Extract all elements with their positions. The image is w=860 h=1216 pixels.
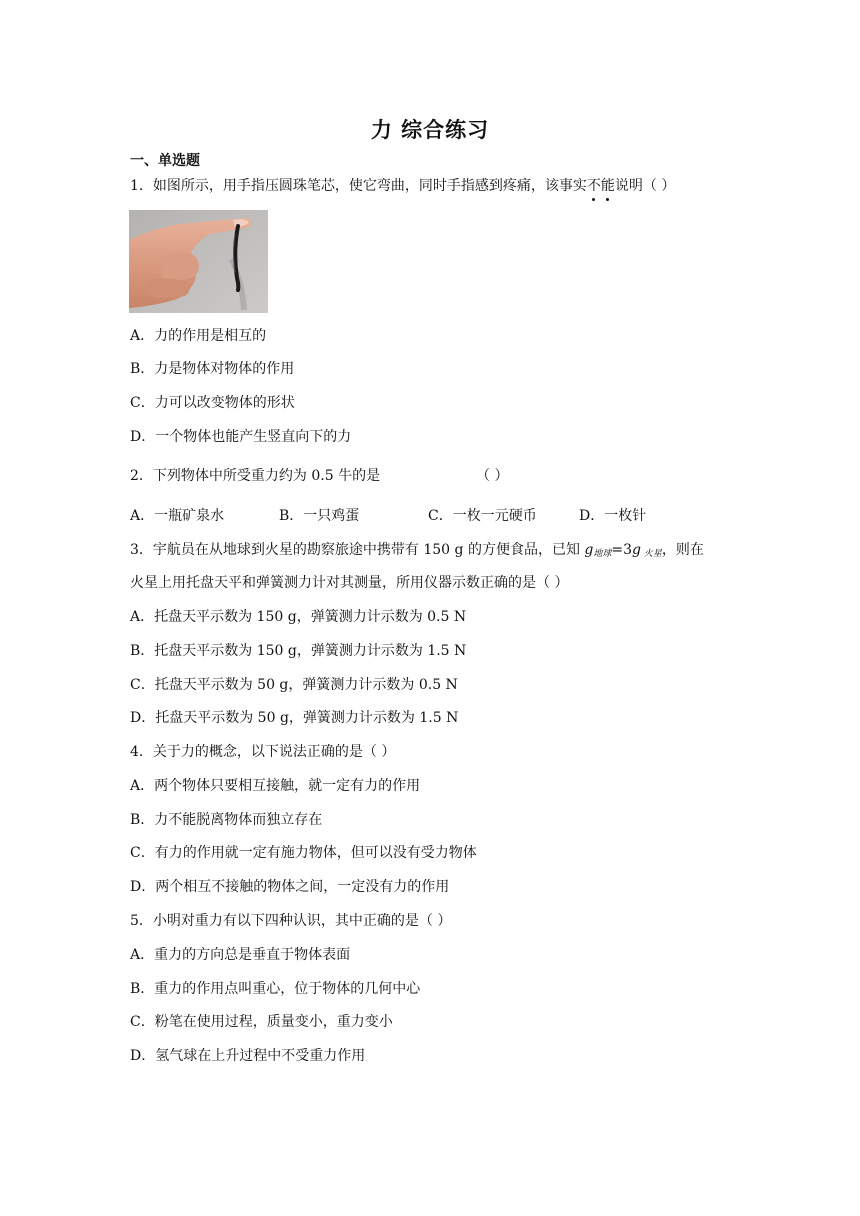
question-1-option-a[interactable]: A．力的作用是相互的	[130, 328, 267, 344]
question-4-option-c[interactable]: C．有力的作用就一定有施力物体，但可以没有受力物体	[130, 845, 477, 861]
formula-sub: 地球	[593, 549, 612, 559]
question-3-stem	[130, 540, 704, 564]
question-5-stem: 5．小明对重力有以下四种认识，其中正确的是（ ）	[130, 913, 452, 929]
question-3-option-a[interactable]: A．托盘天平示数为 150 g，弹簧测力计示数为 0.5 N	[130, 609, 467, 625]
question-1-image	[129, 210, 268, 313]
question-3-option-d[interactable]: D．托盘天平示数为 50 g，弹簧测力计示数为 1.5 N	[130, 710, 459, 726]
question-1-option-c[interactable]: C．力可以改变物体的形状	[130, 395, 295, 411]
question-1-text: 1．如图所示，用手指压圆珠笔芯，使它弯曲，同时手指感到疼痛，该事实	[130, 178, 587, 194]
question-4-option-a[interactable]: A．两个物体只要相互接触，就一定有力的作用	[130, 778, 421, 794]
question-2-option-d[interactable]: D．一枚针	[579, 508, 647, 524]
question-2-stem	[130, 466, 509, 486]
question-2-paren: （ ）	[476, 468, 509, 484]
question-1-option-d[interactable]: D．一个物体也能产生竖直向下的力	[130, 429, 352, 445]
emphasis-char: 不	[586, 178, 601, 194]
formula-sub: 火星	[640, 549, 662, 559]
emphasis-char: 能	[600, 178, 615, 194]
question-1-stem	[130, 176, 675, 196]
question-3-option-b[interactable]: B．托盘天平示数为 150 g，弹簧测力计示数为 1.5 N	[130, 643, 467, 659]
question-2-option-c[interactable]: C．一枚一元硬币	[428, 508, 537, 524]
formula-g: g	[632, 542, 641, 558]
question-5-option-d[interactable]: D．氢气球在上升过程中不受重力作用	[130, 1048, 366, 1064]
page-title: 力 综合练习	[370, 118, 490, 142]
question-4-option-b[interactable]: B．力不能脱离物体而独立存在	[130, 812, 323, 828]
question-3-text-tail: ，则在	[661, 542, 704, 558]
question-3-option-c[interactable]: C．托盘天平示数为 50 g，弹簧测力计示数为 0.5 N	[130, 677, 458, 693]
question-2-option-b[interactable]: B．一只鸡蛋	[279, 508, 360, 524]
question-5-option-c[interactable]: C．粉笔在使用过程，质量变小，重力变小	[130, 1014, 393, 1030]
question-2-text: 2．下列物体中所受重力约为 0.5 牛的是	[130, 468, 381, 484]
question-2-option-a[interactable]: A．一瓶矿泉水	[130, 508, 225, 524]
question-4-option-d[interactable]: D．两个相互不接触的物体之间，一定没有力的作用	[130, 879, 450, 895]
question-3-text: 3．宇航员在从地球到火星的勘察旅途中携带有 150 g 的方便食品，已知	[130, 542, 585, 558]
formula-g: g	[584, 542, 594, 558]
question-1-option-b[interactable]: B．力是物体对物体的作用	[130, 361, 295, 377]
question-5-option-b[interactable]: B．重力的作用点叫重心，位于物体的几何中心	[130, 981, 421, 997]
question-1-paren: 说明（ ）	[614, 178, 676, 194]
question-4-stem: 4．关于力的概念，以下说法正确的是（ ）	[130, 744, 396, 760]
section-heading: 一、单选题	[130, 153, 200, 169]
question-3-stem-line2: 火星上用托盘天平和弹簧测力计对其测量，所用仪器示数正确的是（ ）	[130, 575, 569, 591]
question-5-option-a[interactable]: A．重力的方向总是垂直于物体表面	[130, 947, 351, 963]
formula-eq: =3	[611, 542, 633, 558]
